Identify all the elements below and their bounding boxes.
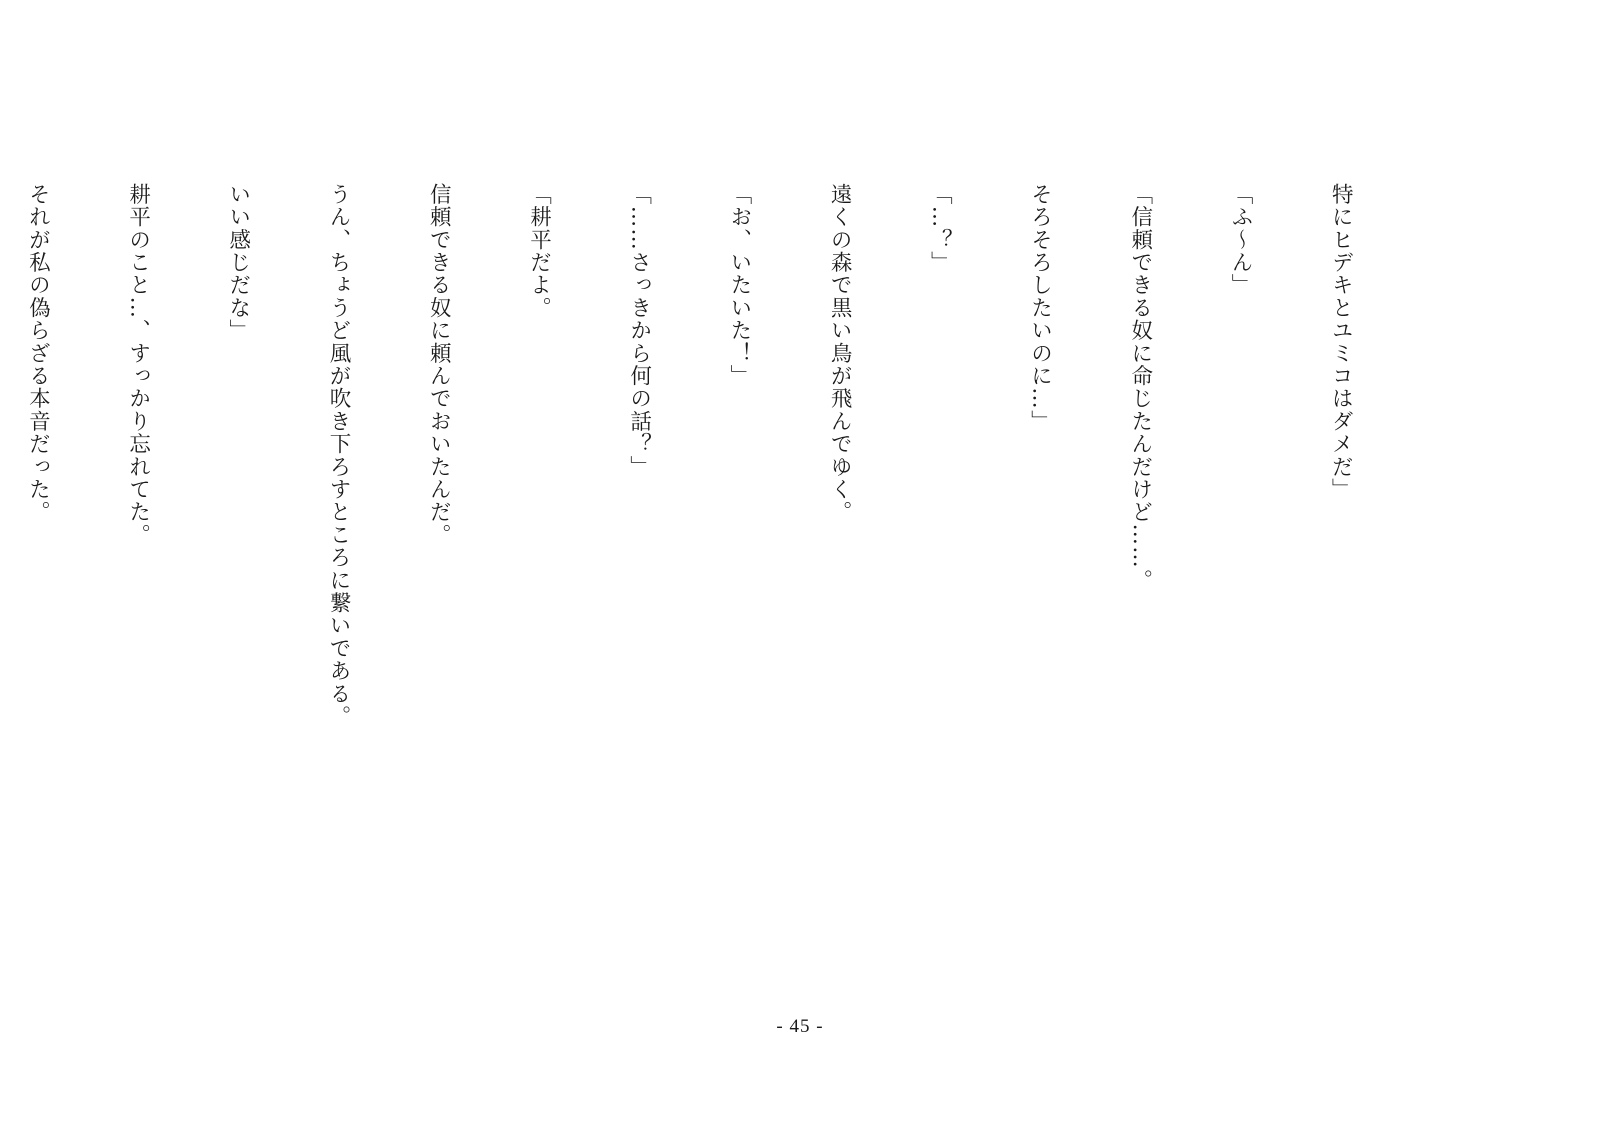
text-line: 遠くの森で黒い鳥が飛んでゆく。 [827, 183, 853, 524]
vertical-text-body [0, 183, 1424, 983]
text-line: 耕平のこと…、すっかり忘れてた。 [125, 183, 151, 547]
text-line: 「信頼できる奴に命じたんだけど……。 [1127, 183, 1153, 592]
page-number: - 45 - [776, 1016, 824, 1037]
text-line: 「…？」 [927, 183, 953, 274]
text-line: そろそろしたいのに…」 [1027, 183, 1053, 433]
text-line: 特にヒデキとユミコはダメだ」 [1328, 183, 1354, 501]
text-line: 「耕平だよ。 [526, 183, 552, 320]
text-line: 信頼できる奴に頼んでおいたんだ。 [426, 183, 452, 547]
text-line: 「お、いたいた！」 [726, 183, 752, 388]
text-line: うん、ちょうど風が吹き下ろすところに繋いである。 [326, 183, 351, 728]
text-line: いい感じだな」 [225, 183, 251, 342]
text-line: 「……さっきから何の話？」 [626, 183, 652, 479]
text-line: 「ふ～ん」 [1227, 183, 1253, 297]
text-line: それが私の偽らざる本音だった。 [25, 183, 51, 524]
